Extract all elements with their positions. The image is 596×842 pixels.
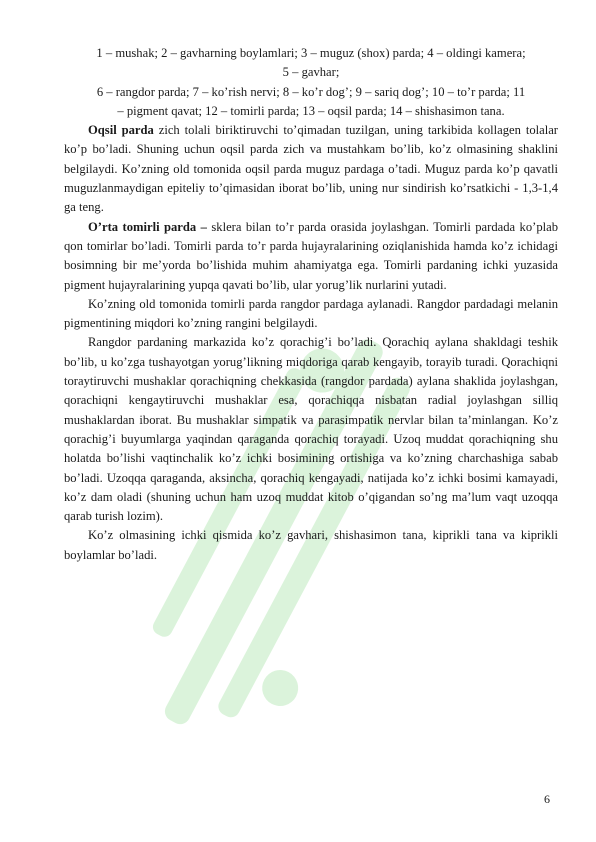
paragraph-oqsil-parda bbox=[64, 121, 558, 217]
paragraph-qorachiq bbox=[64, 333, 558, 526]
paragraph-rangdor-parda bbox=[64, 295, 558, 334]
document-page bbox=[64, 44, 558, 565]
paragraph-text: Rangdor pardaning markazida ko’z qorachig’i bo’ladi. Qorachiq aylana shakldagi teshik bo’lib, u ko’zga tushayotgan yorug’likning miqdoriga qarab kengayib, torayib turadi. Qorachiqni toraytiruvchi mushaklar qorachiqning chekkasida (rangdor pardada) aylana shaklida joylashgan, qorachiqni kengaytiruvchi mushaklar esa, qorachiqqa nisbatan radial joylashgan silliq mushaklardan iborat. Bu mushaklar simpatik va parasimpatik nervlar bilan ta’minlangan. Ko’z qorachig’i buyumlarga yaqindan qaraganda qorachiq torayadi. Uzoq muddat qorachiqning shu holatda bo’lishi vaqtinchalik ko’z ichki bosimining ortishiga va ko’zning charchashiga sabab bo’ladi. Uzoqqa qaraganda, aksincha, qorachiq kengayadi, natijada ko’z ichki bosimi kamayadi, ko’z dam oladi (shuning uchun ham uzoq muddat kitob o’qigandan so’ng ma’lum vaqt uzoqqa qarab turish lozim). bbox=[64, 335, 558, 524]
figure-caption-line-1: 1 – mushak; 2 – gavharning boylamlari; 3 – muguz (shox) parda; 4 – oldingi kamera; bbox=[96, 46, 526, 60]
figure-caption-line-3: 6 – rangdor parda; 7 – ko’rish nervi; 8 – ko’r dog’; 9 – sariq dog’; 10 – to’r parda; 11 bbox=[96, 84, 526, 99]
paragraph-text: Ko’zning old tomonida tomirli parda rangdor pardaga aylanadi. Rangdor pardadagi melanin pigmentining miqdori ko’zning rangini belgilaydi. bbox=[64, 296, 558, 331]
term-oqsil-parda: Oqsil parda bbox=[88, 123, 154, 138]
term-orta-tomirli-parda: O’rta tomirli parda – bbox=[88, 219, 207, 234]
paragraph-tomirli-parda bbox=[64, 218, 558, 295]
paragraph-kozz-olmasi-ichki bbox=[64, 526, 558, 565]
paragraph-text: Ko’z olmasining ichki qismida ko’z gavhari, shishasimon tana, kiprikli tana va kiprikli boylamlar bo’ladi. bbox=[64, 528, 558, 562]
page-number: 6 bbox=[544, 792, 550, 806]
figure-caption-line-2: 5 – gavhar; bbox=[282, 65, 340, 80]
paragraph-text: zich tolali biriktiruvchi to’qimadan tuzilgan, uning tarkibida kollagen tolalar ko’p bo’ladi. Shuning uchun oqsil parda zich va mustahkam bo’lib, ko’z olmasining shaklini belgilaydi. Ko’zning old tomonida oqsil parda muguz pardaga o’tadi. Muguz parda ko’p qavatli muguzlanmaydigan epiteliy to’qimasidan iborat bo’lib, uning nur sindirish ko’rsatkichi - 1,3-1,4 ga teng. bbox=[64, 123, 559, 215]
paragraph-text: sklera bilan to’r parda orasida joylashgan. Tomirli pardada ko’plab qon tomirlar bo’ladi. Tomirli parda to’r parda hujayralarining oziqlanishida hamda ko’z ichidagi bosimning bir me’yorda bo’lishida muhim ahamiyatga ega. Tomirli pardaning ichki yuzasida pigment hujayralarining yupqa qavati bo’lib, ular yorug’lik nurlarini yutadi. bbox=[64, 219, 559, 292]
figure-caption-line-4: – pigment qavat; 12 – tomirli parda; 13 – oqsil parda; 14 – shishasimon tana. bbox=[117, 103, 505, 118]
